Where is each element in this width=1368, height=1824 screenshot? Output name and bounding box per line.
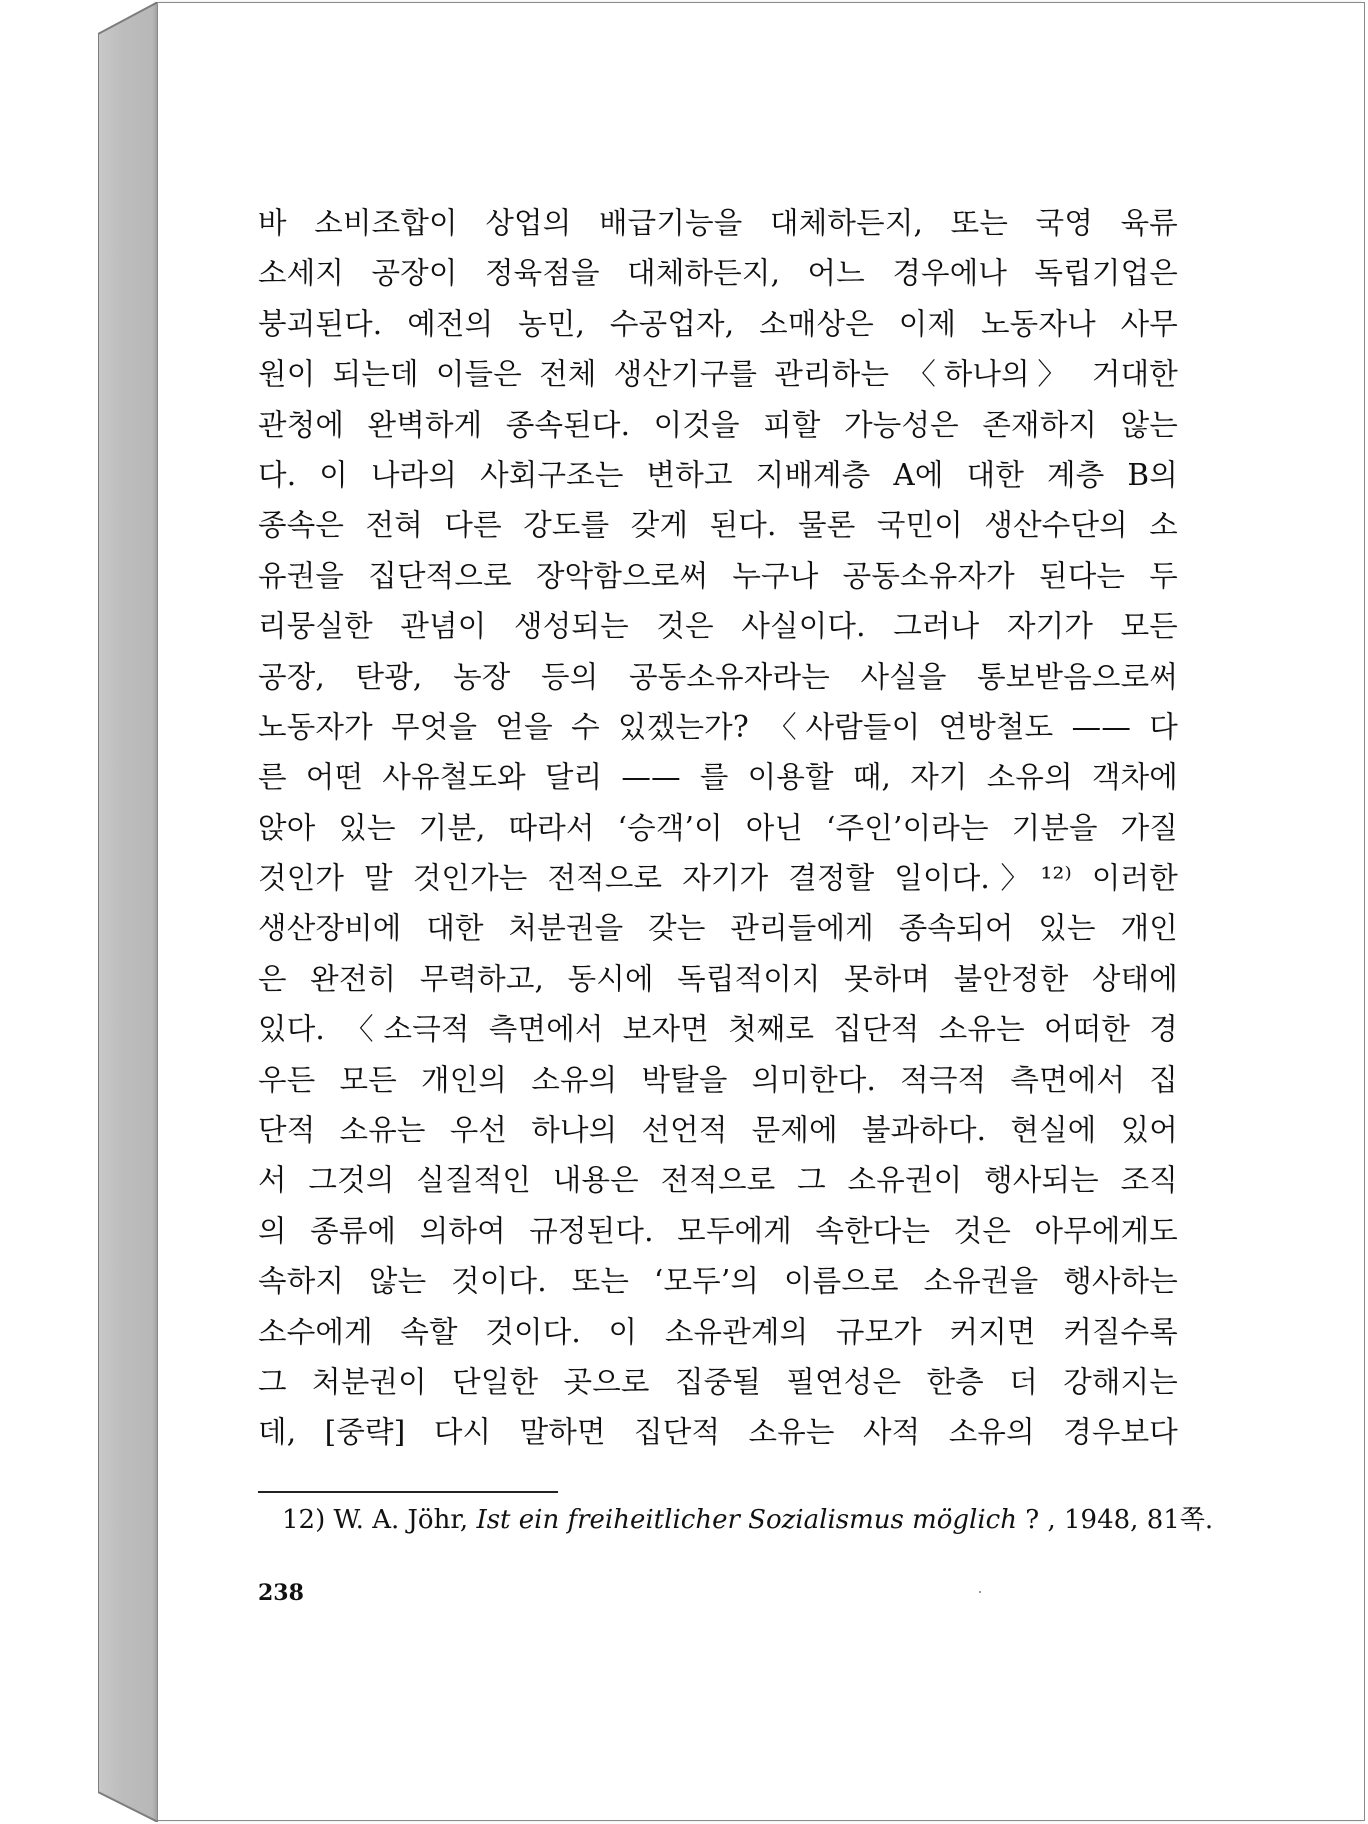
text-line: 관청에 완벽하게 종속된다. 이것을 피할 가능성은 존재하지 않는 — [258, 407, 1178, 442]
text-line: 노동자가 무엇을 얻을 수 있겠는가? 〈사람들이 연방철도 —— 다 — [258, 709, 1178, 744]
text-line: 있다. 〈소극적 측면에서 보자면 첫째로 집단적 소유는 어떠한 경 — [258, 1012, 1178, 1047]
text-line: 의 종류에 의하여 규정된다. 모두에게 속한다는 것은 아무에게도 — [258, 1213, 1178, 1248]
footnote-details: ? , 1948, 81쪽. — [1025, 1505, 1214, 1535]
text-line: 것인가 말 것인가는 전적으로 자기가 결정할 일이다.〉¹²⁾ 이러한 — [258, 861, 1178, 896]
footnote-divider — [258, 1491, 558, 1493]
text-line: 다. 이 나라의 사회구조는 변하고 지배계층 A에 대한 계층 B의 — [258, 457, 1178, 492]
body-text — [258, 198, 1178, 1458]
scan-speck — [979, 1591, 981, 1593]
text-line: 공장, 탄광, 농장 등의 공동소유자라는 사실을 통보받음으로써 — [258, 659, 1178, 694]
text-line: 단적 소유는 우선 하나의 선언적 문제에 불과하다. 현실에 있어 — [258, 1113, 1178, 1148]
footnote-number: 12) — [282, 1505, 326, 1535]
text-line: 원이 되는데 이들은 전체 생산기구를 관리하는 〈하나의〉 거대한 — [258, 357, 1178, 392]
footnote — [282, 1502, 1213, 1538]
text-line: 앉아 있는 기분, 따라서 ‘승객’이 아닌 ‘주인’이라는 기분을 가질 — [258, 810, 1178, 845]
text-line: 데, [중략] 다시 말하면 집단적 소유는 사적 소유의 경우보다 — [258, 1415, 1178, 1450]
book-page — [157, 2, 1365, 1821]
footnote-title: Ist ein freiheitlicher Sozialismus möglich — [476, 1505, 1017, 1535]
text-line: 서 그것의 실질적인 내용은 전적으로 그 소유권이 행사되는 조직 — [258, 1163, 1178, 1198]
text-line: 속하지 않는 것이다. 또는 ‘모두’의 이름으로 소유권을 행사하는 — [258, 1264, 1178, 1299]
text-line: 우든 모든 개인의 소유의 박탈을 의미한다. 적극적 측면에서 집 — [258, 1062, 1178, 1097]
page-content — [258, 198, 1258, 1606]
text-line: 생산장비에 대한 처분권을 갖는 관리들에게 종속되어 있는 개인 — [258, 911, 1178, 946]
text-line: 유권을 집단적으로 장악함으로써 누구나 공동소유자가 된다는 두 — [258, 558, 1178, 593]
text-line: 종속은 전혀 다른 강도를 갖게 된다. 물론 국민이 생산수단의 소 — [258, 508, 1178, 543]
text-line: 른 어떤 사유철도와 달리 —— 를 이용할 때, 자기 소유의 객차에 — [258, 760, 1178, 795]
text-line: 소세지 공장이 정육점을 대체하든지, 어느 경우에나 독립기업은 — [258, 256, 1178, 291]
text-line: 은 완전히 무력하고, 동시에 독립적이지 못하며 불안정한 상태에 — [258, 961, 1178, 996]
text-line: 리뭉실한 관념이 생성되는 것은 사실이다. 그러나 자기가 모든 — [258, 609, 1178, 644]
text-line: 붕괴된다. 예전의 농민, 수공업자, 소매상은 이제 노동자나 사무 — [258, 306, 1178, 341]
text-line: 그 처분권이 단일한 곳으로 집중될 필연성은 한층 더 강해지는 — [258, 1364, 1178, 1399]
footnote-author: W. A. Jöhr, — [333, 1505, 469, 1535]
book-spine — [98, 2, 158, 1822]
text-line: 소수에게 속할 것이다. 이 소유관계의 규모가 커지면 커질수록 — [258, 1314, 1178, 1349]
page-number: 238 — [258, 1580, 304, 1606]
text-line: 바 소비조합이 상업의 배급기능을 대체하든지, 또는 국영 육류 — [258, 206, 1178, 240]
